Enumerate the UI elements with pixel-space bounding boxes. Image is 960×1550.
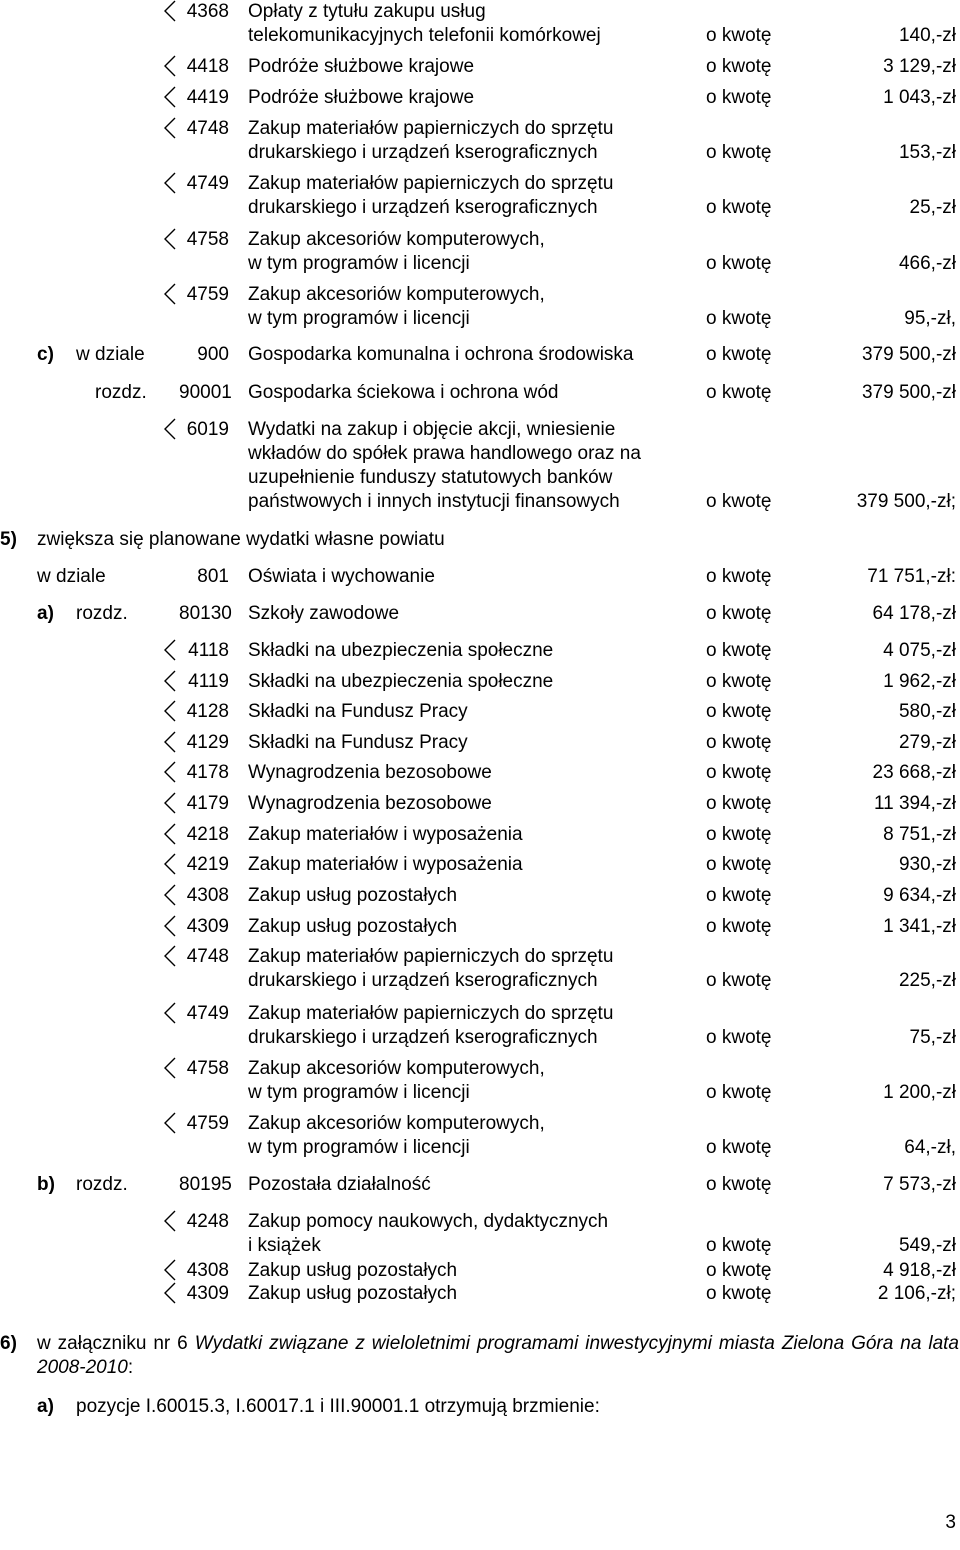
item-6019-line: uzupełnienie funduszy statutowych banków (248, 467, 613, 488)
bracket-icon (164, 1112, 176, 1142)
item-kw: o kwotę (706, 793, 772, 814)
item-description: Zakup usług pozostałych (248, 916, 458, 937)
bracket-icon (164, 55, 176, 85)
rozdz-80195-prefix: rozdz. (76, 1174, 128, 1195)
item-code: 4308 (186, 1260, 229, 1281)
section-c-title: Gospodarka komunalna i ochrona środowiska (248, 344, 634, 365)
item-code: 4118 (188, 640, 229, 661)
bracket-icon (164, 731, 176, 761)
item-description: Wynagrodzenia bezosobowe (248, 793, 492, 814)
item-6019-line: wkładów do spółek prawa handlowego oraz na (248, 443, 641, 464)
item-code: 4179 (186, 793, 229, 814)
item-kw: o kwotę (706, 854, 772, 875)
item-kw: o kwotę (706, 701, 772, 722)
item-code: 4759 (186, 284, 229, 305)
bracket-icon (164, 792, 176, 822)
item-amount: 9 634,-zł (883, 885, 956, 906)
item-description: Zakup materiałów i wyposażenia (248, 824, 523, 845)
item-6019-kw: o kwotę (706, 491, 772, 512)
item-kw: o kwotę (706, 762, 772, 783)
section-c-amount: 379 500,-zł (861, 344, 956, 365)
item-code: 4248 (186, 1211, 229, 1232)
bracket-icon (164, 1210, 176, 1240)
item-description: drukarskiego i urządzeń kserograficznych (248, 1027, 598, 1048)
item-amount: 1 341,-zł (883, 916, 956, 937)
item-code: 4129 (186, 732, 229, 753)
item-kw: o kwotę (706, 916, 772, 937)
bracket-icon (164, 418, 176, 448)
bracket-icon (164, 945, 176, 975)
point-5-text: zwiększa się planowane wydatki własne powiatu (37, 529, 445, 550)
item-amount: 930,-zł (898, 854, 956, 875)
item-amount: 279,-zł (898, 732, 956, 753)
item-description: Zakup materiałów papierniczych do sprzętu (248, 946, 614, 967)
item-kw: o kwotę (706, 308, 772, 329)
item-amount: 140,-zł (898, 25, 956, 46)
item-kw: o kwotę (706, 1137, 772, 1158)
item-description: Zakup usług pozostałych (248, 1260, 458, 1281)
item-kw: o kwotę (706, 671, 772, 692)
item-description: Zakup usług pozostałych (248, 1283, 458, 1304)
item-description: Zakup akcesoriów komputerowych, (248, 229, 545, 250)
item-kw: o kwotę (706, 885, 772, 906)
point-6-subpoint-a-label: a) (37, 1396, 54, 1417)
item-kw: o kwotę (706, 1082, 772, 1103)
item-amount: 25,-zł (909, 197, 956, 218)
bracket-icon (164, 884, 176, 914)
rozdz-90001-title: Gospodarka ściekowa i ochrona wód (248, 382, 559, 403)
rozdz-90001-kw: o kwotę (706, 382, 772, 403)
point-6-attachment-title: Wydatki związane z wieloletnimi programami inwestycyjnymi miasta Zielona Góra na lata 2008-2010 (37, 1333, 959, 1378)
bracket-icon (164, 670, 176, 700)
item-description: telekomunikacyjnych telefonii komórkowej (248, 25, 601, 46)
item-amount: 8 751,-zł (883, 824, 956, 845)
point-5-label: 5) (0, 529, 17, 550)
item-amount: 225,-zł (898, 970, 956, 991)
bracket-icon (164, 915, 176, 945)
item-description: Zakup materiałów papierniczych do sprzętu (248, 173, 614, 194)
item-amount: 580,-zł (898, 701, 956, 722)
item-kw: o kwotę (706, 970, 772, 991)
bracket-icon (164, 1002, 176, 1032)
item-description: i książek (248, 1235, 321, 1256)
rozdz-80130-prefix: rozdz. (76, 603, 128, 624)
section-c-prefix: w dziale (76, 344, 145, 365)
item-kw: o kwotę (706, 1027, 772, 1048)
item-kw: o kwotę (706, 142, 772, 163)
item-code: 4309 (186, 1283, 229, 1304)
item-description: w tym programów i licencji (248, 1082, 470, 1103)
item-code: 4749 (186, 1003, 229, 1024)
item-code: 4218 (186, 824, 229, 845)
item-code: 4219 (186, 854, 229, 875)
section-c-kw: o kwotę (706, 344, 772, 365)
item-amount: 466,-zł (898, 253, 956, 274)
bracket-icon (164, 761, 176, 791)
item-code: 4309 (186, 916, 229, 937)
item-code: 4128 (186, 701, 229, 722)
bracket-icon (164, 823, 176, 853)
item-description: Zakup usług pozostałych (248, 885, 458, 906)
item-kw: o kwotę (706, 824, 772, 845)
item-description: Opłaty z tytułu zakupu usług (248, 1, 486, 22)
item-description: w tym programów i licencji (248, 253, 470, 274)
item-kw: o kwotę (706, 87, 772, 108)
item-description: w tym programów i licencji (248, 1137, 470, 1158)
item-description: Podróże służbowe krajowe (248, 87, 475, 108)
item-description: Składki na Fundusz Pracy (248, 701, 468, 722)
bracket-icon (164, 117, 176, 147)
item-code: 4308 (186, 885, 229, 906)
item-kw: o kwotę (706, 1260, 772, 1281)
bracket-icon (164, 1282, 176, 1312)
bracket-icon (164, 228, 176, 258)
dzial-801-kw: o kwotę (706, 566, 772, 587)
item-amount: 4 075,-zł (883, 640, 956, 661)
dzial-801-prefix: w dziale (37, 566, 106, 587)
item-description: w tym programów i licencji (248, 308, 470, 329)
rozdz-80130-amount: 64 178,-zł (872, 603, 956, 624)
item-kw: o kwotę (706, 1235, 772, 1256)
item-code: 4368 (186, 1, 229, 22)
item-description: Zakup materiałów papierniczych do sprzętu (248, 1003, 614, 1024)
bracket-icon (164, 1057, 176, 1087)
bracket-icon (164, 639, 176, 669)
item-amount: 2 106,-zł; (877, 1283, 956, 1304)
item-description: Zakup pomocy naukowych, dydaktycznych (248, 1211, 609, 1232)
item-amount: 4 918,-zł (883, 1260, 956, 1281)
dzial-801-amount: 71 751,-zł: (867, 566, 956, 587)
section-c-label: c) (37, 344, 54, 365)
item-code: 4418 (186, 56, 229, 77)
item-amount: 23 668,-zł (872, 762, 956, 783)
item-description: Zakup materiałów papierniczych do sprzętu (248, 118, 614, 139)
item-amount: 64,-zł, (904, 1137, 956, 1158)
section-c-code: 900 (197, 344, 229, 365)
item-description: Składki na ubezpieczenia społeczne (248, 640, 554, 661)
item-description: Składki na ubezpieczenia społeczne (248, 671, 554, 692)
item-code: 4419 (186, 87, 229, 108)
item-6019-description (248, 418, 686, 514)
rozdz-80130-code: 80130 (179, 603, 232, 624)
item-amount: 95,-zł, (904, 308, 956, 329)
subpoint-b-label: b) (37, 1174, 55, 1195)
item-description: Zakup akcesoriów komputerowych, (248, 1113, 545, 1134)
item-amount: 1 200,-zł (883, 1082, 956, 1103)
rozdz-90001-code: 90001 (179, 382, 232, 403)
item-amount: 1 043,-zł (883, 87, 956, 108)
item-amount: 3 129,-zł (883, 56, 956, 77)
rozdz-80130-kw: o kwotę (706, 603, 772, 624)
bracket-icon (164, 853, 176, 883)
item-kw: o kwotę (706, 56, 772, 77)
item-code: 4758 (186, 1058, 229, 1079)
item-description: Wynagrodzenia bezosobowe (248, 762, 492, 783)
item-amount: 11 394,-zł (873, 793, 956, 814)
item-description: Składki na Fundusz Pracy (248, 732, 468, 753)
item-kw: o kwotę (706, 253, 772, 274)
item-6019-line: Wydatki na zakup i objęcie akcji, wniesienie (248, 419, 616, 440)
item-code: 4758 (186, 229, 229, 250)
rozdz-90001-prefix: rozdz. (95, 382, 147, 403)
item-description: drukarskiego i urządzeń kserograficznych (248, 970, 598, 991)
item-description: drukarskiego i urządzeń kserograficznych (248, 197, 598, 218)
item-amount: 153,-zł (898, 142, 956, 163)
point-6-subpoint-a-text: pozycje I.60015.3, I.60017.1 i III.90001.1 otrzymują brzmienie: (76, 1396, 600, 1417)
bracket-icon (164, 86, 176, 116)
item-kw: o kwotę (706, 197, 772, 218)
item-code: 4748 (186, 118, 229, 139)
bracket-icon (164, 0, 176, 30)
item-kw: o kwotę (706, 640, 772, 661)
item-description: Zakup akcesoriów komputerowych, (248, 1058, 545, 1079)
bracket-icon (164, 172, 176, 202)
bracket-icon (164, 283, 176, 313)
subpoint-a-label: a) (37, 603, 54, 624)
rozdz-80130-title: Szkoły zawodowe (248, 603, 400, 624)
rozdz-80195-title: Pozostała działalność (248, 1174, 431, 1195)
item-code: 4178 (186, 762, 229, 783)
point-6-label: 6) (0, 1333, 17, 1354)
item-kw: o kwotę (706, 25, 772, 46)
item-kw: o kwotę (706, 1283, 772, 1304)
rozdz-80195-code: 80195 (179, 1174, 232, 1195)
item-kw: o kwotę (706, 732, 772, 753)
item-code: 4119 (188, 671, 229, 692)
item-amount: 75,-zł (909, 1027, 956, 1048)
page-number: 3 (945, 1512, 956, 1533)
item-amount: 549,-zł (898, 1235, 956, 1256)
point-6-text-before: w załączniku nr 6 (37, 1333, 195, 1354)
point-6-text-after: : (127, 1357, 134, 1378)
dzial-801-code: 801 (197, 566, 229, 587)
item-code: 4748 (186, 946, 229, 967)
item-description: Podróże służbowe krajowe (248, 56, 475, 77)
item-6019-amount: 379 500,-zł; (856, 491, 956, 512)
rozdz-80195-amount: 7 573,-zł (883, 1174, 956, 1195)
item-code: 4759 (186, 1113, 229, 1134)
rozdz-90001-amount: 379 500,-zł (861, 382, 956, 403)
point-6-text (37, 1332, 959, 1380)
item-amount: 1 962,-zł (883, 671, 956, 692)
bracket-icon (164, 700, 176, 730)
item-6019-line: państwowych i innych instytucji finansowych (248, 491, 620, 512)
rozdz-80195-kw: o kwotę (706, 1174, 772, 1195)
dzial-801-title: Oświata i wychowanie (248, 566, 435, 587)
item-description: drukarskiego i urządzeń kserograficznych (248, 142, 598, 163)
item-code: 4749 (186, 173, 229, 194)
item-description: Zakup akcesoriów komputerowych, (248, 284, 545, 305)
item-description: Zakup materiałów i wyposażenia (248, 854, 523, 875)
item-6019-code: 6019 (186, 419, 229, 440)
